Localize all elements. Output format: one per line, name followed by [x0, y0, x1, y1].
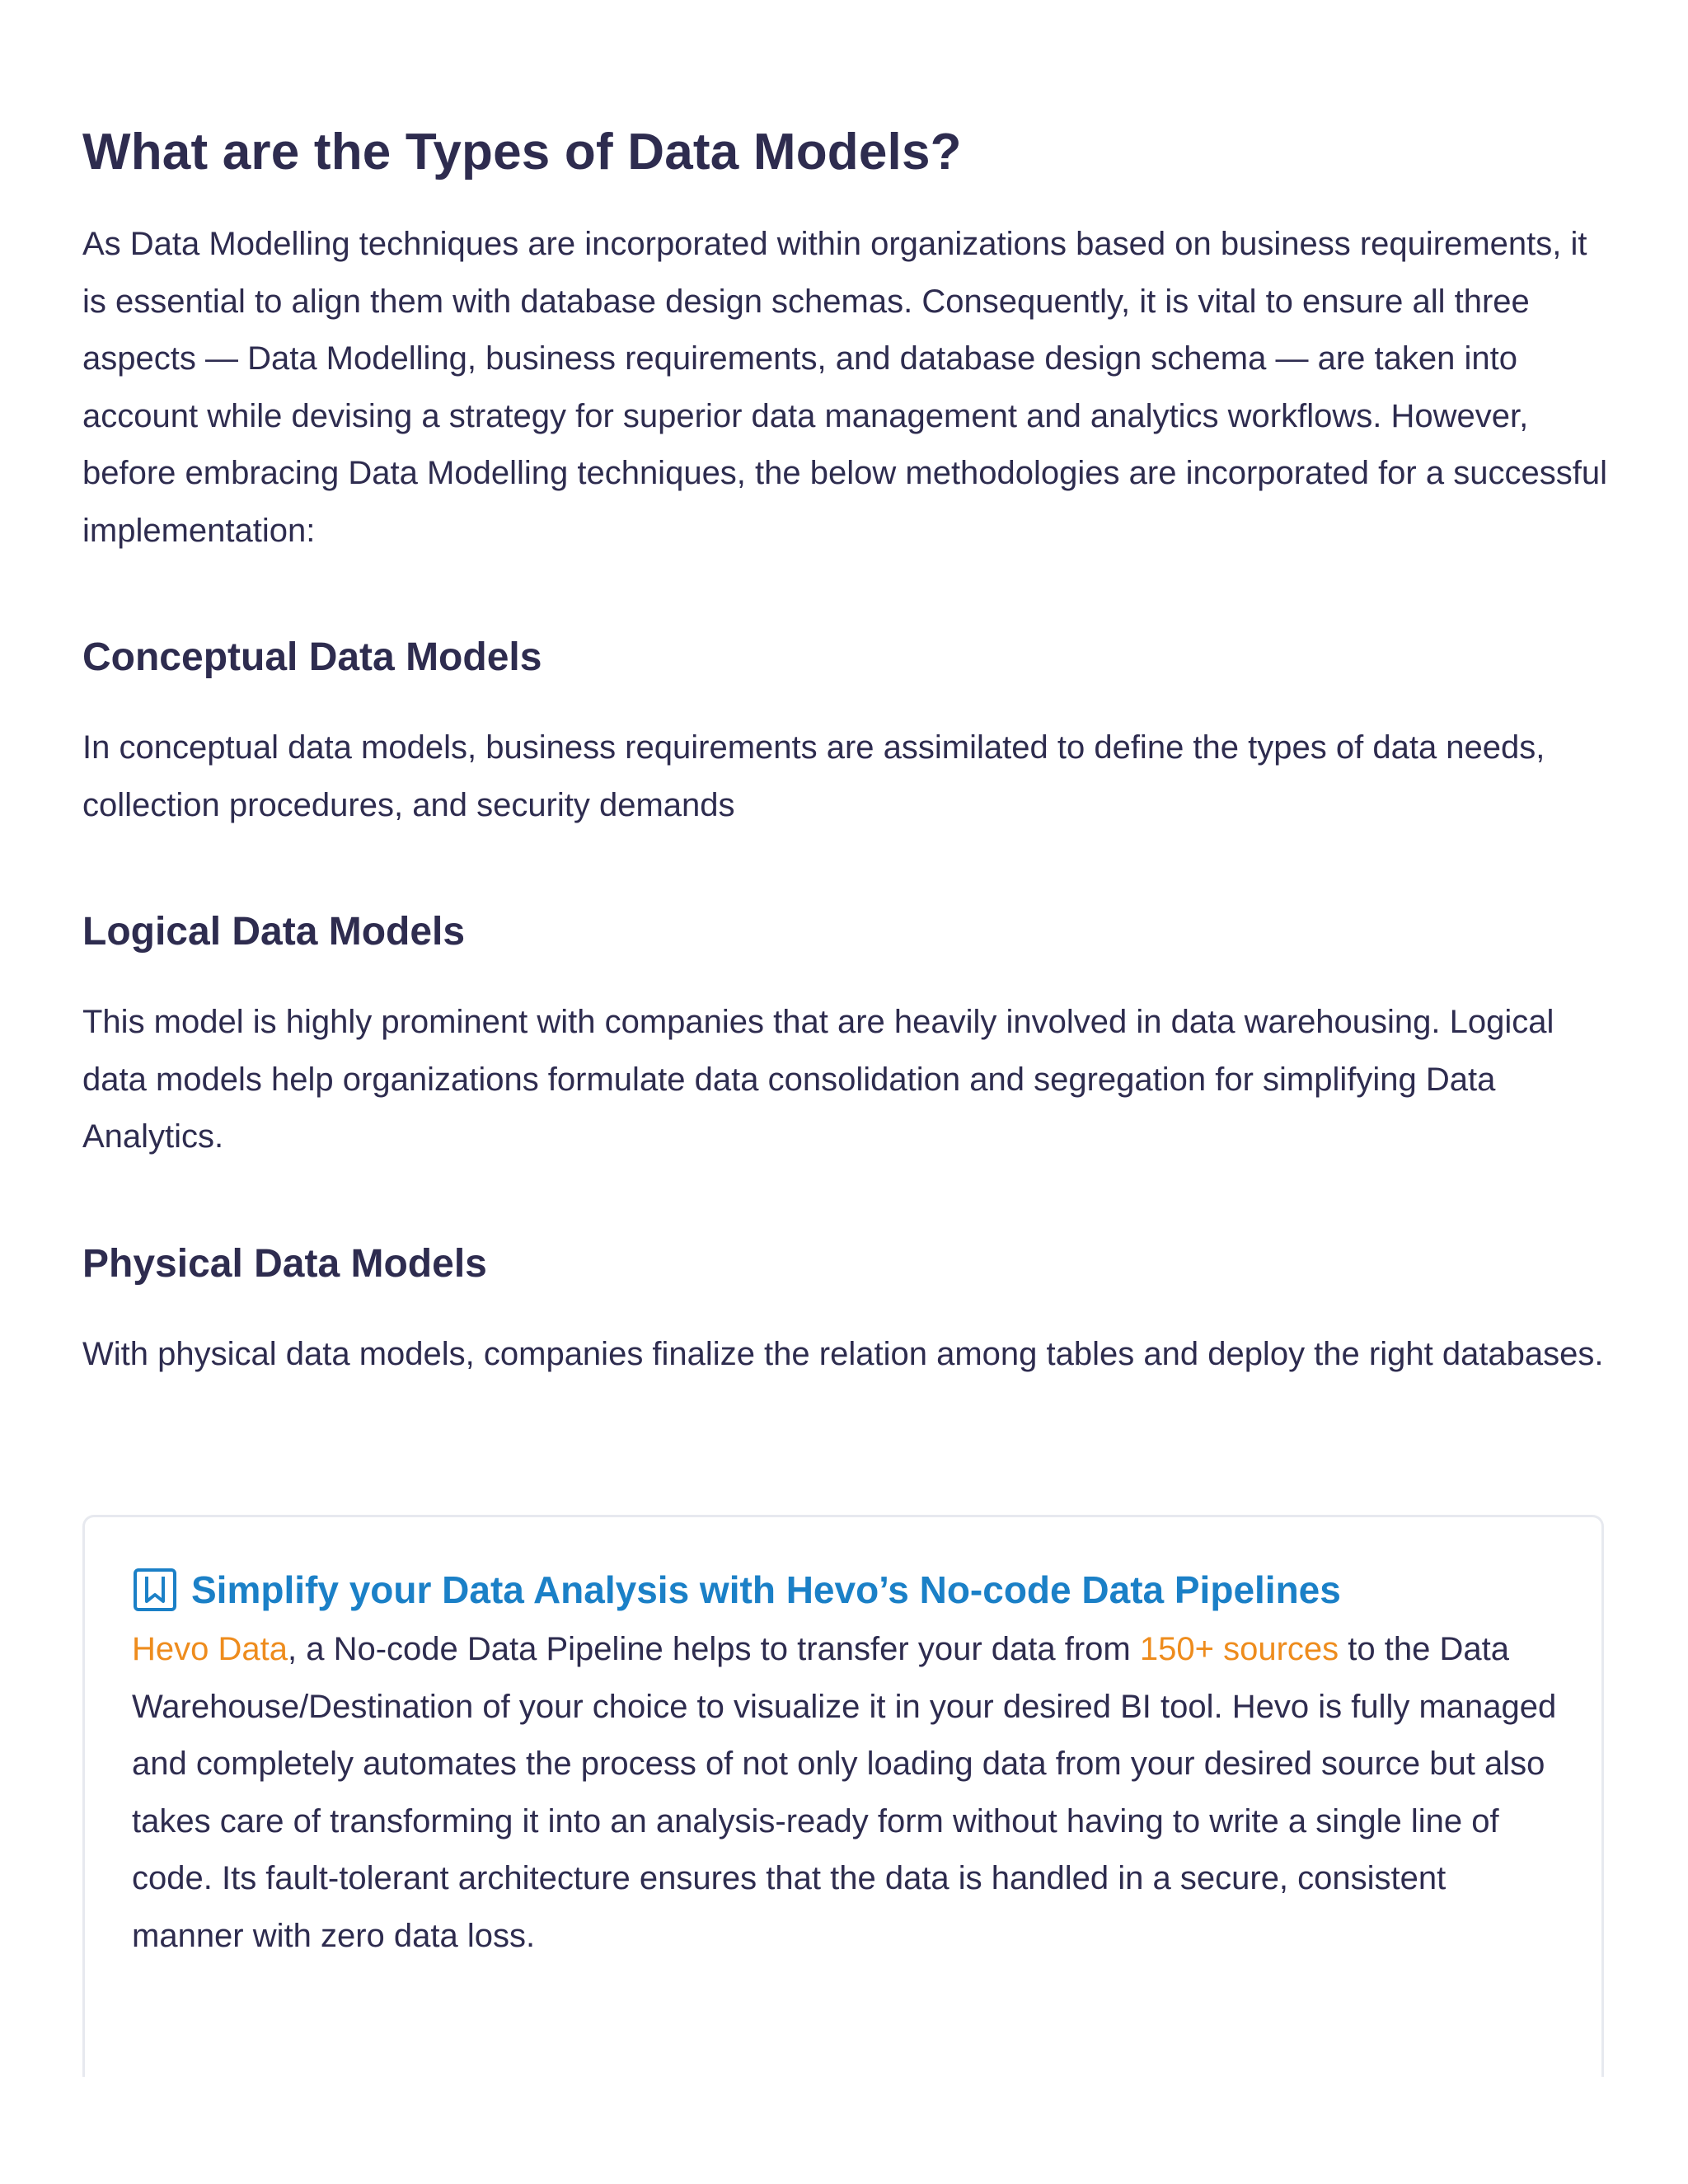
callout-paragraph	[132, 1621, 1566, 1965]
page-bottom-fade	[0, 2077, 1688, 2184]
section-paragraph: This model is highly prominent with companies that are heavily involved in data warehousing. Logical data models help organizations formulate data consolidation and segregation for simplifying Data Analytics.	[82, 1004, 1554, 1155]
section-heading: Logical Data Models	[82, 910, 466, 954]
callout-text-part: , a No-code Data Pipeline helps to transfer your data from	[287, 1631, 1140, 1667]
article	[82, 107, 1615, 1383]
section-paragraph: With physical data models, companies finalize the relation among tables and deploy the right databases.	[82, 1335, 1604, 1372]
callout-title: Simplify your Data Analysis with Hevo’s No-code Data Pipelines	[191, 1568, 1341, 1611]
section-heading: Physical Data Models	[82, 1241, 487, 1286]
page-title: What are the Types of Data Models?	[82, 124, 962, 180]
callout-header	[132, 1558, 1566, 1621]
section-physical	[82, 1235, 1615, 1384]
intro-paragraph: As Data Modelling techniques are incorporated within organizations based on business requirements, it is essential to align them with database design schemas. Consequently, it is vital to ensure all three aspects — Data Modelling, business requirements, and database design schema — are taken into account while devising a strategy for superior data management and analytics workflows. However, before embracing Data Modelling techniques, the below methodologies are incorporated for a successful implementation:	[82, 226, 1607, 549]
callout-content	[132, 1558, 1566, 1965]
section-logical	[82, 903, 1615, 1166]
callout-text-part: to the Data Warehouse/Destination of your choice to visualize it in your desired BI tool. Hevo is fully managed and completely automates the process of not only loading data from your desired source but also takes care of transforming it into an analysis-ready form without having to write a single line of code. Its fault-tolerant architecture ensures that the data is handled in a secure, consistent manner with zero data loss.	[132, 1631, 1557, 1954]
hevo-callout-box	[82, 1515, 1604, 2141]
section-conceptual	[82, 629, 1615, 834]
section-paragraph: In conceptual data models, business requirements are assimilated to define the types of data needs, collection procedures, and security demands	[82, 729, 1545, 823]
section-heading: Conceptual Data Models	[82, 635, 542, 679]
hevo-data-link[interactable]: Hevo Data	[132, 1631, 288, 1667]
bookmark-icon	[132, 1567, 178, 1613]
sources-link[interactable]: 150+ sources	[1139, 1631, 1339, 1667]
